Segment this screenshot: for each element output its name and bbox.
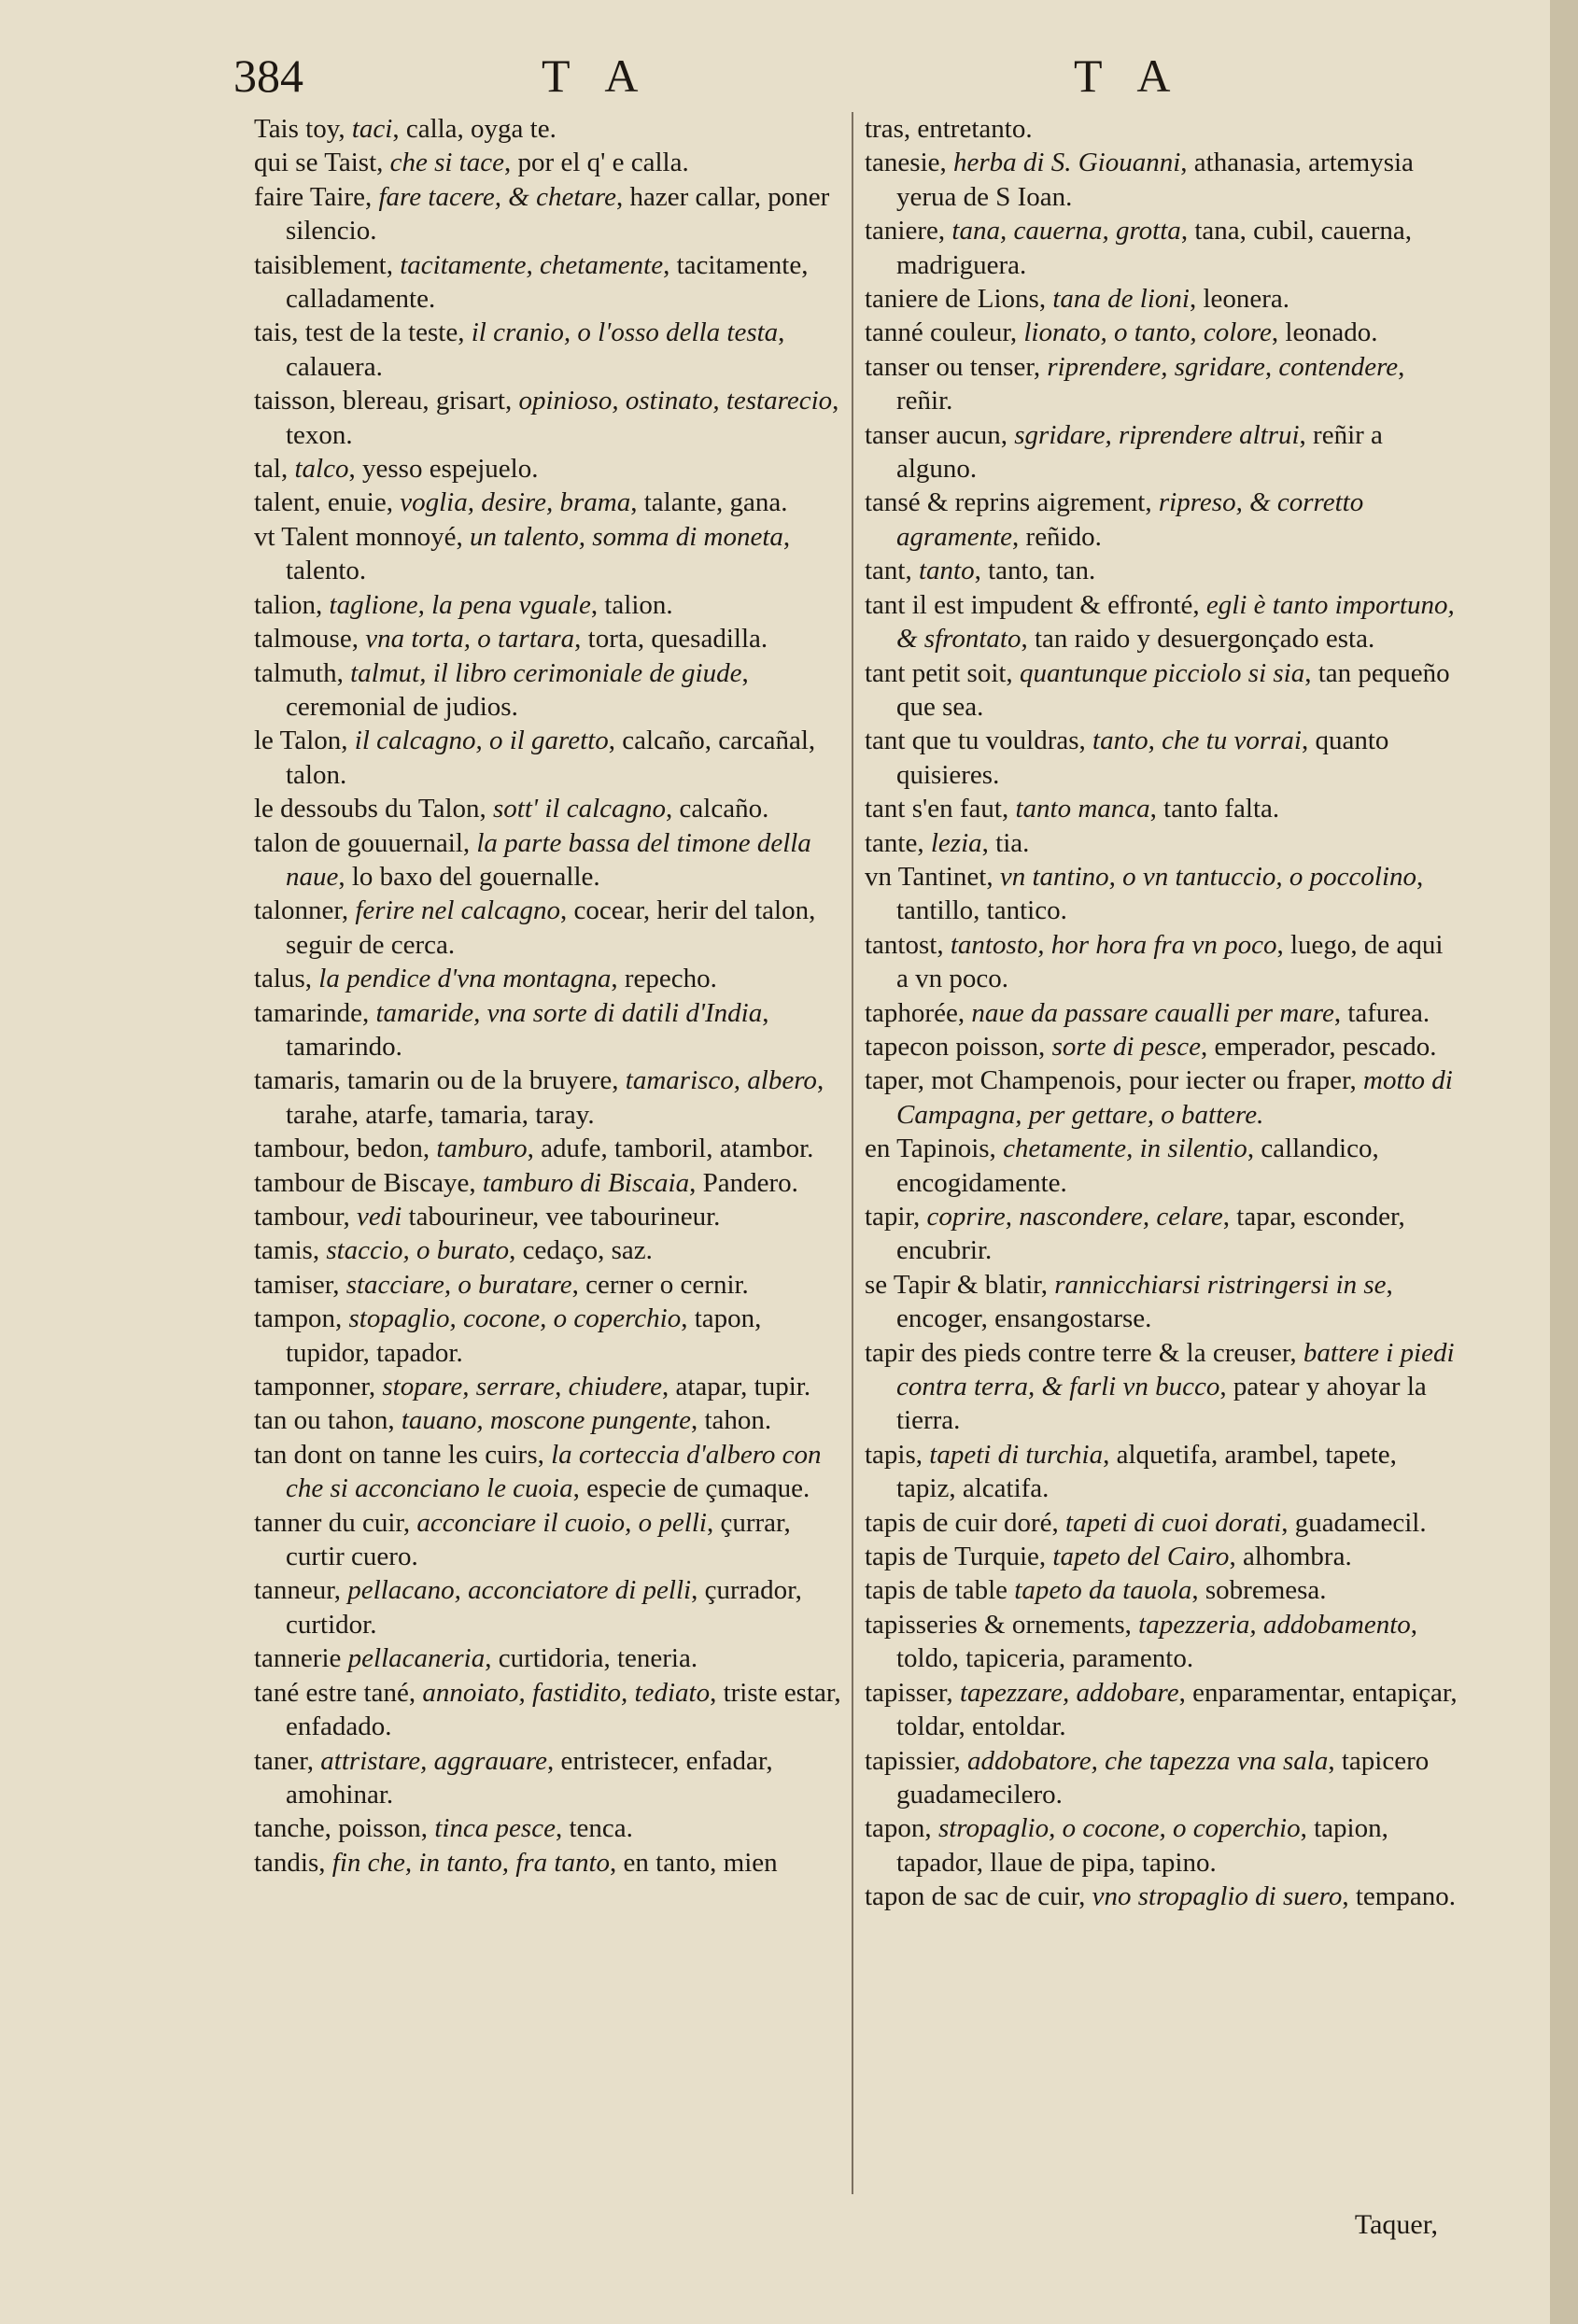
- entry-headword: tant que tu vouldras,: [865, 725, 1093, 756]
- dictionary-entry: [254, 1063, 842, 1132]
- entry-spanish: , tamarindo.: [286, 997, 769, 1062]
- entry-italian: rannicchiarsi ristringersi in se: [1054, 1269, 1387, 1300]
- entry-headword: tan dont on tanne les cuirs,: [254, 1439, 552, 1470]
- entry-spanish: , cedaço, saz.: [509, 1235, 653, 1266]
- dictionary-entry: [865, 282, 1458, 316]
- entry-italian: fin che, in tanto, fra tanto: [331, 1847, 611, 1878]
- dictionary-entry: [254, 146, 842, 179]
- entry-spanish: , texon.: [286, 386, 839, 450]
- entry-italian: tanto manca: [1015, 794, 1150, 824]
- entry-spanish: , leonado.: [1271, 317, 1378, 348]
- entry-headword: faire Taire,: [254, 181, 379, 212]
- entry-headword: tansé & reprins aigrement,: [865, 487, 1159, 518]
- entry-spanish: , encoger, ensangostarse.: [896, 1269, 1393, 1334]
- entry-spanish: , emperador, pescado.: [1201, 1031, 1437, 1062]
- entry-italian: la parte bassa del timone della naue: [286, 827, 811, 892]
- dictionary-entry: [865, 826, 1458, 860]
- dictionary-entry: [865, 792, 1458, 825]
- entry-italian: egli è tanto importuno, & sfrontato: [896, 589, 1455, 655]
- dictionary-entry: [865, 418, 1458, 486]
- entry-italian: tamburo: [436, 1134, 528, 1164]
- entry-headword: tamiser,: [254, 1269, 346, 1300]
- dictionary-entry: [254, 826, 842, 894]
- dictionary-entry: [254, 894, 842, 962]
- dictionary-entry: [254, 1676, 842, 1744]
- entry-spanish: , çurrador, curtidor.: [286, 1575, 802, 1640]
- entry-italian: motto di Campagna, per gettare, o battere.: [896, 1065, 1453, 1130]
- entry-italian: stopaglio, cocone, o coperchio: [348, 1303, 682, 1334]
- entry-italian: tamarisco, albero: [625, 1065, 817, 1096]
- entry-italian: tapeti di turchia: [929, 1439, 1104, 1470]
- entry-spanish: , cocear, herir del talon, seguir de cerca.: [286, 895, 816, 960]
- entry-italian: la corteccia d'albero con che si acconciano le cuoia: [286, 1439, 822, 1504]
- entry-italian: tapeto del Cairo: [1052, 1542, 1230, 1572]
- entry-spanish: , tapar, esconder, encubrir.: [896, 1202, 1405, 1266]
- entry-italian: opinioso, ostinato, testarecio: [518, 386, 833, 416]
- entry-spanish: , tarahe, atarfe, tamaria, taray.: [286, 1065, 824, 1130]
- entry-italian: fare tacere, & chetare: [378, 181, 616, 212]
- entry-headword: tais, test de la teste,: [254, 317, 472, 348]
- entry-italian: tapeto da tauola: [1014, 1575, 1192, 1606]
- dictionary-entry: [865, 1880, 1458, 1913]
- dictionary-entry: [254, 180, 842, 248]
- entry-italian: pellacaneria: [347, 1643, 486, 1674]
- running-head-right: T A: [1074, 49, 1184, 102]
- entry-spanish: , atapar, tupir.: [661, 1372, 811, 1402]
- entry-headword: tapisseries & ornements,: [865, 1609, 1139, 1640]
- entry-spanish: , alquetifa, arambel, tapete, tapiz, alcatifa.: [896, 1439, 1397, 1504]
- dictionary-entry: [254, 792, 842, 825]
- entry-headword: tandis,: [254, 1847, 332, 1878]
- entry-spanish: , en tanto, mien: [610, 1847, 778, 1878]
- entry-spanish: , repecho.: [611, 964, 717, 994]
- entry-headword: en Tapinois,: [865, 1134, 1004, 1164]
- entry-headword: tapis de Turquie,: [865, 1542, 1053, 1572]
- dictionary-entry: [865, 1030, 1458, 1063]
- entry-headword: tante,: [865, 827, 931, 858]
- dictionary-entry: [254, 486, 842, 519]
- entry-spanish: , enparamentar, entapiçar, toldar, entoldar.: [896, 1677, 1458, 1742]
- right-column: [865, 112, 1458, 1914]
- entry-headword: tanné couleur,: [865, 317, 1024, 348]
- entry-headword: qui se Taist,: [254, 148, 390, 178]
- dictionary-entry: [254, 962, 842, 995]
- dictionary-entry: [865, 554, 1458, 587]
- entry-headword: tapir,: [865, 1202, 927, 1232]
- page-number: 384: [233, 49, 303, 102]
- dictionary-entry: [254, 1370, 842, 1403]
- entry-spanish: , leonera.: [1189, 284, 1290, 315]
- entry-spanish: , toldo, tapiceria, paramento.: [896, 1609, 1418, 1674]
- entry-headword: tapisser,: [865, 1677, 960, 1708]
- dictionary-entry: [865, 1811, 1458, 1880]
- entry-spanish: , talante, gana.: [630, 487, 788, 518]
- entry-headword: tapon,: [865, 1813, 938, 1844]
- entry-headword: tanneur,: [254, 1575, 348, 1606]
- dictionary-entry: [865, 1506, 1458, 1540]
- entry-headword: tanesie,: [865, 148, 954, 178]
- entry-headword: tapecon poisson,: [865, 1031, 1052, 1062]
- entry-headword: tamis,: [254, 1235, 327, 1266]
- entry-italian: coprire, nascondere, celare: [926, 1202, 1223, 1232]
- entry-spanish: , tafurea.: [1333, 997, 1430, 1028]
- entry-italian: stropaglio, o cocone, o coperchio: [937, 1813, 1301, 1844]
- dictionary-entry: [865, 656, 1458, 725]
- entry-spanish: , çurrar, curtir cuero.: [286, 1507, 791, 1572]
- entry-headword: taphorée,: [865, 997, 972, 1028]
- entry-headword: tanser ou tenser,: [865, 351, 1048, 382]
- entry-spanish: , especie de çumaque.: [572, 1473, 810, 1504]
- entry-spanish: , adufe, tamboril, atambor.: [527, 1134, 814, 1164]
- dictionary-entry: [865, 860, 1458, 928]
- entry-italian: lionato, o tanto, colore: [1023, 317, 1272, 348]
- entry-spanish: , por el q' e calla.: [504, 148, 689, 178]
- entry-italian: herba di S. Giouanni: [953, 148, 1181, 178]
- entry-headword: tanser aucun,: [865, 419, 1015, 450]
- entry-italian: taci: [351, 114, 393, 144]
- entry-headword: tapis de cuir doré,: [865, 1507, 1066, 1538]
- entry-spanish: , alhombra.: [1229, 1542, 1352, 1572]
- dictionary-entry: [254, 1302, 842, 1370]
- entry-spanish: , tapicero guadamecilero.: [896, 1745, 1430, 1810]
- dictionary-entry: [254, 1573, 842, 1641]
- entry-spanish: , tapion, tapador, llaue de pipa, tapino.: [896, 1813, 1388, 1878]
- dictionary-entry: [254, 452, 842, 486]
- entry-italian: talco: [294, 454, 349, 485]
- running-head-left: T A: [542, 49, 652, 102]
- entry-spanish: , tahon.: [690, 1405, 772, 1436]
- entry-headword: talmuth,: [254, 657, 351, 688]
- entry-headword: tant s'en faut,: [865, 794, 1016, 824]
- entry-headword: tamarinde,: [254, 997, 376, 1028]
- column-rule: [852, 112, 853, 2194]
- entry-spanish: , callandico, encogidamente.: [896, 1134, 1379, 1198]
- entry-spanish: , guadamecil.: [1281, 1507, 1427, 1538]
- entry-headword: taper, mot Champenois, pour iecter ou fraper,: [865, 1065, 1363, 1096]
- dictionary-entry: [254, 1438, 842, 1506]
- dictionary-entry: [865, 350, 1458, 418]
- entry-headword: taniere de Lions,: [865, 284, 1053, 315]
- dictionary-entry: [865, 1744, 1458, 1812]
- entry-headword: se Tapir & blatir,: [865, 1269, 1055, 1300]
- dictionary-entry: [254, 724, 842, 792]
- dictionary-entry: [254, 1506, 842, 1574]
- entry-headword: tantost,: [865, 929, 951, 960]
- entry-headword: tamponner,: [254, 1372, 383, 1402]
- entry-italian: riprendere, sgridare, contendere: [1047, 351, 1399, 382]
- dictionary-entry: [865, 112, 1458, 146]
- entry-spanish: , entristecer, enfadar, amohinar.: [286, 1745, 773, 1810]
- entry-spanish: , tapon, tupidor, tapador.: [286, 1303, 762, 1368]
- dictionary-entry: [865, 316, 1458, 349]
- dictionary-entry: [254, 248, 842, 317]
- dictionary-entry: [254, 112, 842, 146]
- entry-spanish: , tempano.: [1342, 1881, 1456, 1912]
- dictionary-entry: [865, 1336, 1458, 1438]
- entry-spanish: , tantillo, tantico.: [896, 861, 1424, 926]
- entry-headword: tant petit soit,: [865, 657, 1020, 688]
- entry-spanish: , Pandero.: [689, 1167, 798, 1198]
- entry-italian: talmut, il libro cerimoniale de giude: [350, 657, 742, 688]
- entry-italian: lezia: [930, 827, 982, 858]
- entry-spanish: , tia.: [981, 827, 1030, 858]
- entry-spanish: , reñir a alguno.: [896, 419, 1383, 485]
- entry-spanish: , tan raido y desuergonçado esta.: [1021, 624, 1375, 655]
- entry-headword: le Talon,: [254, 725, 355, 756]
- dictionary-entry: [254, 1200, 842, 1233]
- dictionary-entry: [865, 1132, 1458, 1200]
- entry-headword: tambour,: [254, 1202, 357, 1232]
- entry-spanish: , reñido.: [1012, 521, 1102, 552]
- entry-headword: tant,: [865, 556, 919, 586]
- dictionary-entry: [254, 1846, 842, 1880]
- entry-headword: tannerie: [254, 1643, 348, 1674]
- entry-spanish: , tanto, tan.: [974, 556, 1096, 586]
- entry-headword: taniere,: [865, 216, 952, 246]
- entry-spanish: , calcaño.: [666, 794, 769, 824]
- entry-headword: tapissier,: [865, 1745, 967, 1776]
- entry-italian: sgridare, riprendere altrui: [1014, 419, 1300, 450]
- entry-italian: la pendice d'vna montagna: [318, 964, 612, 994]
- entry-headword: tanner du cuir,: [254, 1507, 417, 1538]
- entry-headword: vn Tantinet,: [865, 861, 1000, 892]
- entry-headword: tapon de sac de cuir,: [865, 1881, 1092, 1912]
- entry-headword: tampon,: [254, 1303, 349, 1334]
- dictionary-entry: [865, 1608, 1458, 1676]
- entry-spanish: , calla, oyga te.: [392, 114, 557, 144]
- entry-spanish: , talion.: [590, 589, 673, 620]
- entry-italian: ferire nel calcagno: [355, 895, 560, 926]
- entry-spanish: , curtidoria, teneria.: [485, 1643, 698, 1674]
- entry-spanish: , lo baxo del gouernalle.: [338, 861, 600, 892]
- entry-spanish: tabourineur, vee tabourineur.: [402, 1202, 721, 1232]
- dictionary-entry: [865, 724, 1458, 792]
- dictionary-entry: [254, 588, 842, 622]
- entry-italian: tacitamente, chetamente: [400, 249, 664, 280]
- entry-italian: vna torta, o tartara: [365, 624, 575, 655]
- entry-headword: tapir des pieds contre terre & la creuser,: [865, 1337, 1303, 1368]
- entry-italian: taglione, la pena vguale: [329, 589, 591, 620]
- entry-headword: tapis,: [865, 1439, 930, 1470]
- entry-headword: taner,: [254, 1745, 321, 1776]
- entry-headword: tant il est impudent & effronté,: [865, 589, 1206, 620]
- entry-italian: quantunque picciolo si sia: [1019, 657, 1305, 688]
- entry-headword: le dessoubs du Talon,: [254, 794, 494, 824]
- entry-italian: che si tace: [389, 148, 505, 178]
- entry-italian: vno stropaglio di suero: [1092, 1881, 1343, 1912]
- entry-italian: tana, cauerna, grotta: [951, 216, 1181, 246]
- entry-italian: tamburo di Biscaia: [482, 1167, 690, 1198]
- entry-italian: acconciare il cuoio, o pelli: [416, 1507, 707, 1538]
- page-edge: [1550, 0, 1578, 2324]
- entry-headword: tambour de Biscaye,: [254, 1167, 483, 1198]
- entry-italian: tinca pesce: [434, 1813, 556, 1844]
- entry-italian: attristare, aggrauare: [320, 1745, 548, 1776]
- entry-italian: stopare, serrare, chiudere: [382, 1372, 662, 1402]
- entry-italian: tapezzare, addobare: [959, 1677, 1179, 1708]
- entry-spanish: , quanto quisieres.: [896, 725, 1389, 790]
- dictionary-entry: [254, 1233, 842, 1267]
- entry-headword: talon de gouuernail,: [254, 827, 477, 858]
- dictionary-entry: [865, 1540, 1458, 1573]
- entry-spanish: , triste estar, enfadado.: [286, 1677, 841, 1742]
- entry-spanish: , tan pequeño que sea.: [896, 657, 1450, 722]
- dictionary-entry: [865, 146, 1458, 214]
- entry-italian: sott' il calcagno: [493, 794, 667, 824]
- dictionary-entry: [865, 1063, 1458, 1132]
- entry-headword: taisson, blereau, grisart,: [254, 386, 519, 416]
- entry-headword: talonner,: [254, 895, 356, 926]
- dictionary-entry: [254, 1268, 842, 1302]
- entry-spanish: , luego, de aqui a vn poco.: [896, 929, 1444, 994]
- entry-italian: tana de lioni: [1052, 284, 1190, 315]
- entry-italian: il calcagno, o il garetto: [354, 725, 609, 756]
- entry-italian: un talento, somma di moneta: [470, 521, 783, 552]
- dictionary-entry: [254, 622, 842, 655]
- entry-headword: talent, enuie,: [254, 487, 401, 518]
- dictionary-entry: [254, 384, 842, 452]
- dictionary-entry: [865, 214, 1458, 282]
- dictionary-entry: [254, 1811, 842, 1845]
- dictionary-entry: [865, 1200, 1458, 1268]
- entry-italian: tanto, che tu vorrai: [1092, 725, 1302, 756]
- entry-italian: pellacano, acconciatore di pelli: [347, 1575, 692, 1606]
- dictionary-entry: [865, 1438, 1458, 1506]
- entry-headword: tal,: [254, 454, 295, 485]
- entry-italian: tanto: [919, 556, 975, 586]
- entry-italian: tapeti di cuoi dorati: [1065, 1507, 1282, 1538]
- entry-headword: talion,: [254, 589, 330, 620]
- entry-spanish: , reñir.: [896, 351, 1405, 416]
- running-head: [233, 49, 1429, 114]
- dictionary-entry: [254, 996, 842, 1064]
- dictionary-entry: [254, 1641, 842, 1675]
- entry-italian: addobatore, che tapezza vna sala: [966, 1745, 1329, 1776]
- entry-headword: tamaris, tamarin ou de la bruyere,: [254, 1065, 626, 1096]
- entry-spanish: , talento.: [286, 521, 791, 586]
- dictionary-entry: [254, 1744, 842, 1812]
- dictionary-entry: [865, 588, 1458, 656]
- entry-italian: tamaride, vna sorte di datili d'India: [375, 997, 763, 1028]
- dictionary-entry: [865, 486, 1458, 554]
- entry-spanish: , tanto falta.: [1149, 794, 1280, 824]
- entry-headword: tanche, poisson,: [254, 1813, 435, 1844]
- entry-spanish: , cerner o cernir.: [571, 1269, 749, 1300]
- entry-spanish: , tacitamente, calladamente.: [286, 249, 809, 315]
- dictionary-entry: [865, 1676, 1458, 1744]
- entry-italian: naue da passare caualli per mare: [971, 997, 1334, 1028]
- dictionary-entry: [254, 656, 842, 725]
- entry-spanish: , hazer callar, poner silencio.: [286, 181, 830, 246]
- entry-spanish: , patear y ahoyar la tierra.: [896, 1372, 1427, 1436]
- left-column: [254, 112, 842, 1880]
- entry-headword: talus,: [254, 964, 319, 994]
- entry-spanish: , tenca.: [555, 1813, 633, 1844]
- dictionary-entry: [254, 1132, 842, 1165]
- dictionary-entry: [254, 1166, 842, 1200]
- entry-spanish: , tana, cubil, cauerna, madriguera.: [896, 216, 1412, 280]
- dictionary-entry: [254, 316, 842, 384]
- entry-italian: sorte di pesce: [1051, 1031, 1202, 1062]
- entry-italian: il cranio, o l'osso della testa: [471, 317, 779, 348]
- dictionary-entry: [865, 1573, 1458, 1607]
- entry-headword: tané estre tané,: [254, 1677, 423, 1708]
- entry-italian: ripreso, & corretto agramente: [896, 487, 1364, 552]
- entry-italian: staccio, o burato: [326, 1235, 510, 1266]
- dictionary-entry: [865, 928, 1458, 996]
- dictionary-entry: [865, 1268, 1458, 1336]
- entry-headword: tambour, bedon,: [254, 1134, 437, 1164]
- entry-headword: Tais toy,: [254, 114, 352, 144]
- entry-italian: vedi: [356, 1202, 402, 1232]
- entry-italian: vn tantino, o vn tantuccio, o poccolino: [999, 861, 1417, 892]
- entry-italian: stacciare, o buratare: [345, 1269, 572, 1300]
- entry-headword: talmouse,: [254, 624, 366, 655]
- entry-headword: tapis de table: [865, 1575, 1015, 1606]
- entry-headword: tras, entretanto.: [865, 114, 1033, 144]
- entry-italian: annoiato, fastidito, tediato: [422, 1677, 711, 1708]
- entry-italian: tantosto, hor hora fra vn poco: [950, 929, 1277, 960]
- entry-spanish: , ceremonial de judios.: [286, 657, 749, 722]
- entry-spanish: , yesso espejuelo.: [348, 454, 539, 485]
- catchword: Taquer,: [1354, 2209, 1438, 2240]
- dictionary-entry: [254, 1403, 842, 1437]
- entry-italian: battere i piedi contra terra, & farli vn bucco: [896, 1337, 1455, 1402]
- entry-italian: voglia, desire, brama: [400, 487, 631, 518]
- dictionary-entry: [865, 996, 1458, 1030]
- entry-headword: taisiblement,: [254, 249, 401, 280]
- entry-italian: chetamente, in silentio: [1003, 1134, 1247, 1164]
- entry-italian: tapezzeria, addobamento: [1138, 1609, 1411, 1640]
- entry-spanish: , calauera.: [286, 317, 785, 382]
- entry-headword: tan ou tahon,: [254, 1405, 402, 1436]
- entry-headword: vt Talent monnoyé,: [254, 521, 471, 552]
- entry-spanish: , athanasia, artemysia yerua de S Ioan.: [896, 148, 1414, 212]
- entry-italian: tauano, moscone pungente: [401, 1405, 691, 1436]
- entry-spanish: , sobremesa.: [1191, 1575, 1327, 1606]
- entry-spanish: , calcaño, carcañal, talon.: [286, 725, 816, 790]
- dictionary-entry: [254, 520, 842, 588]
- entry-spanish: , torta, quesadilla.: [574, 624, 768, 655]
